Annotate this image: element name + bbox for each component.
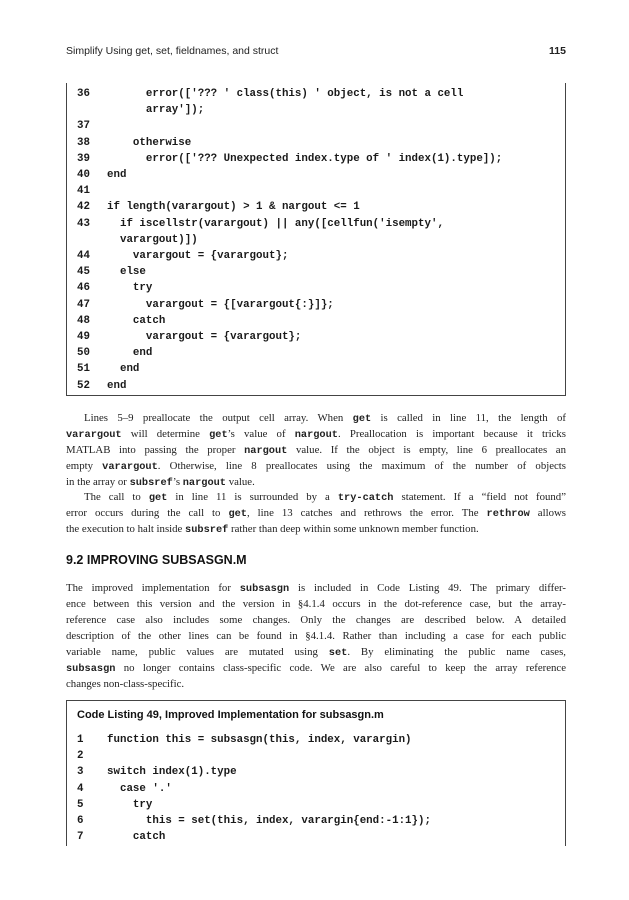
text-line: changes non-class-specific. [66,678,185,690]
line-number: 46 [77,282,90,295]
line-number: 52 [77,379,90,392]
line-number: 50 [77,347,90,360]
code-text: end [107,347,153,360]
line-number: 41 [77,185,90,198]
line-number: 45 [77,266,90,279]
code-text: function this = subsasgn(this, index, varargin) [107,734,412,746]
text-line: subsasgn no longer contains class-specific code. We are also careful to keep the array reference [66,662,566,675]
code-text: error(['??? Unexpected index.type of ' index(1).type]); [107,152,503,165]
line-number: 37 [77,120,90,133]
code-text: else [107,266,146,279]
line-number: 49 [77,331,90,343]
line-number: 42 [77,201,90,214]
line-number: 44 [77,250,90,262]
line-number: 40 [77,169,90,181]
code-listing-49 [66,700,566,846]
code-text: otherwise [107,136,192,149]
code-text: varargout = {varargout}; [107,331,302,343]
code-text: end [107,363,140,376]
code-text: case '.' [107,782,172,795]
line-number: 43 [77,217,90,230]
line-number: 1 [77,734,84,746]
running-header [66,45,566,61]
paragraph-preallocation [66,410,566,490]
section-heading: 9.2 IMPROVING SUBSASGN.M [66,553,247,567]
line-number: 2 [77,750,84,763]
code-text: if length(varargout) > 1 & nargout <= 1 [107,201,360,214]
text-line: MATLAB into passing the proper nargout value. If the object is empty, line 6 preallocates an [66,444,566,457]
code-listing-caption: Code Listing 49, Improved Implementation for subsasgn.m [77,709,384,721]
line-number: 6 [77,815,84,827]
text-line: The call to get in line 11 is surrounded by a try-catch statement. If a “field not found” [84,491,566,504]
paragraph-subsasgn-intro [66,580,566,692]
text-line: description of the other lines can be found in §4.1.4. Rather than including a case for each public [66,630,566,642]
code-text: varargout)]) [107,233,198,246]
text-line: ence between this version and the version in §4.1.4 occurs in the dot-reference case, but the array- [66,598,566,610]
code-text: catch [107,831,166,844]
line-number: 36 [77,88,90,100]
text-line: the execution to halt inside subsref rather than deep within some unknown member function. [66,523,479,536]
line-number: 3 [77,766,84,779]
code-text: array']); [107,104,205,117]
text-line: error occurs during the call to get, line 13 catches and rethrows the error. The rethrow allows [66,507,566,520]
text-line: varargout will determine get’s value of nargout. Preallocation is important because it tricks [66,428,566,441]
line-number: 7 [77,831,84,844]
running-header-title: Simplify Using get, set, fieldnames, and struct [66,45,279,57]
code-text: varargout = {[varargout{:}]}; [107,298,334,311]
line-number: 39 [77,152,90,165]
code-text: try [107,798,153,811]
code-text: if iscellstr(varargout) || any([cellfun('isempty', [107,217,444,230]
text-line: in the array or subsref’s nargout value. [66,476,255,489]
text-line: empty varargout. Otherwise, line 8 preallocates using the maximum of the number of objects [66,460,566,473]
code-listing-continued [66,83,566,396]
line-number: 48 [77,314,90,327]
line-number: 4 [77,782,84,795]
code-text: this = set(this, index, varargin{end:-1:1}); [107,815,431,827]
code-text: switch index(1).type [107,766,237,779]
page-number: 115 [549,45,566,57]
code-text: try [107,282,153,295]
line-number: 5 [77,798,84,811]
line-number: 38 [77,136,90,149]
line-number: 51 [77,363,90,376]
text-line: reference case also includes some changes. Only the changes are described below. A detailed [66,614,566,626]
code-text: error(['??? ' class(this) ' object, is not a cell [107,88,464,100]
code-text: catch [107,314,166,327]
code-text: end [107,169,127,181]
code-text: end [107,379,127,392]
line-number: 47 [77,298,90,311]
paragraph-try-catch [66,489,566,537]
code-text: varargout = {varargout}; [107,250,289,262]
text-line: variable name, public values are mutated using set. By eliminating the public name cases, [66,646,566,659]
text-line: The improved implementation for subsasgn is included in Code Listing 49. The primary differ- [66,582,566,595]
text-line: Lines 5–9 preallocate the output cell array. When get is called in line 11, the length of [84,412,566,425]
